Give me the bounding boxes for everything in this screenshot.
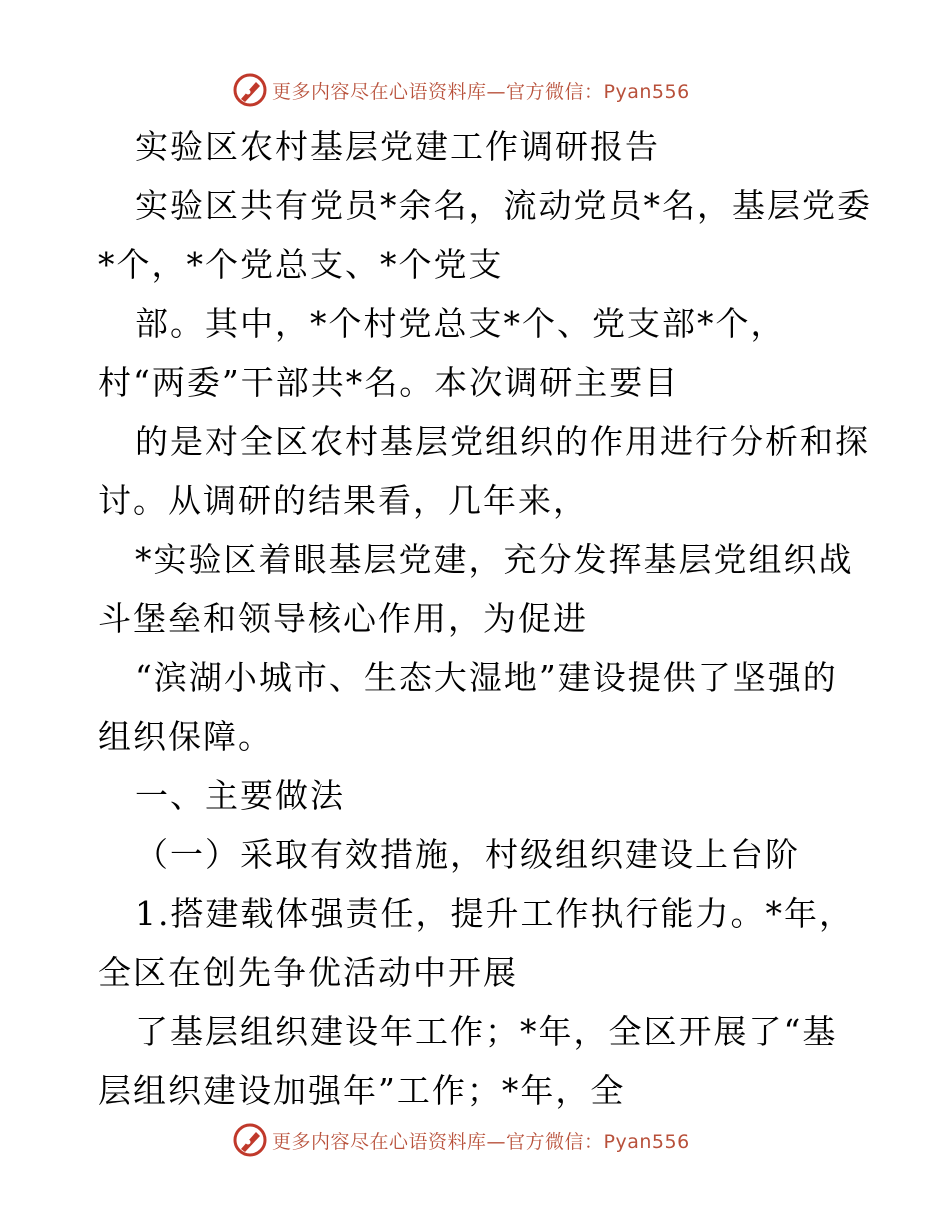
paragraph-line: 村“两委”干部共*名。本次调研主要目	[98, 363, 680, 402]
pen-logo-icon	[232, 72, 268, 108]
watermark-banner-bottom	[232, 1122, 690, 1158]
paragraph-line: *实验区着眼基层党建，充分发挥基层党组织战	[135, 540, 854, 579]
paragraph-line: 实验区共有党员*余名，流动党员*名，基层党委	[135, 186, 872, 225]
paragraph-line: 全区在创先争优活动中开展	[98, 953, 518, 992]
paragraph-line: 层组织建设加强年”工作；*年，全	[98, 1071, 626, 1110]
watermark-text: 更多内容尽在心语资料库—官方微信：Pyan556	[272, 80, 690, 103]
watermark-banner-top	[232, 72, 690, 108]
paragraph-line: 1.搭建载体强责任，提升工作执行能力。*年，	[135, 894, 854, 933]
paragraph-line: 讨。从调研的结果看，几年来，	[98, 481, 588, 520]
subsection-heading: （一）采取有效措施，村级组织建设上台阶	[135, 835, 800, 874]
paragraph-line: 的是对全区农村基层党组织的作用进行分析和探	[135, 422, 870, 461]
section-heading: 一、主要做法	[135, 776, 345, 815]
paragraph-line: 组织保障。	[98, 717, 273, 756]
watermark-text: 更多内容尽在心语资料库—官方微信：Pyan556	[272, 1130, 690, 1153]
paragraph-line: “滨湖小城市、生态大湿地”建设提供了坚强的	[135, 658, 838, 697]
paragraph-line: *个，*个党总支、*个党支	[98, 245, 504, 284]
paragraph-line: 部。其中，*个村党总支*个、党支部*个，	[135, 304, 786, 343]
pen-logo-icon	[232, 1122, 268, 1158]
paragraph-line: 了基层组织建设年工作；*年，全区开展了“基	[135, 1012, 838, 1051]
document-title: 实验区农村基层党建工作调研报告	[135, 127, 660, 166]
paragraph-line: 斗堡垒和领导核心作用，为促进	[98, 599, 588, 638]
